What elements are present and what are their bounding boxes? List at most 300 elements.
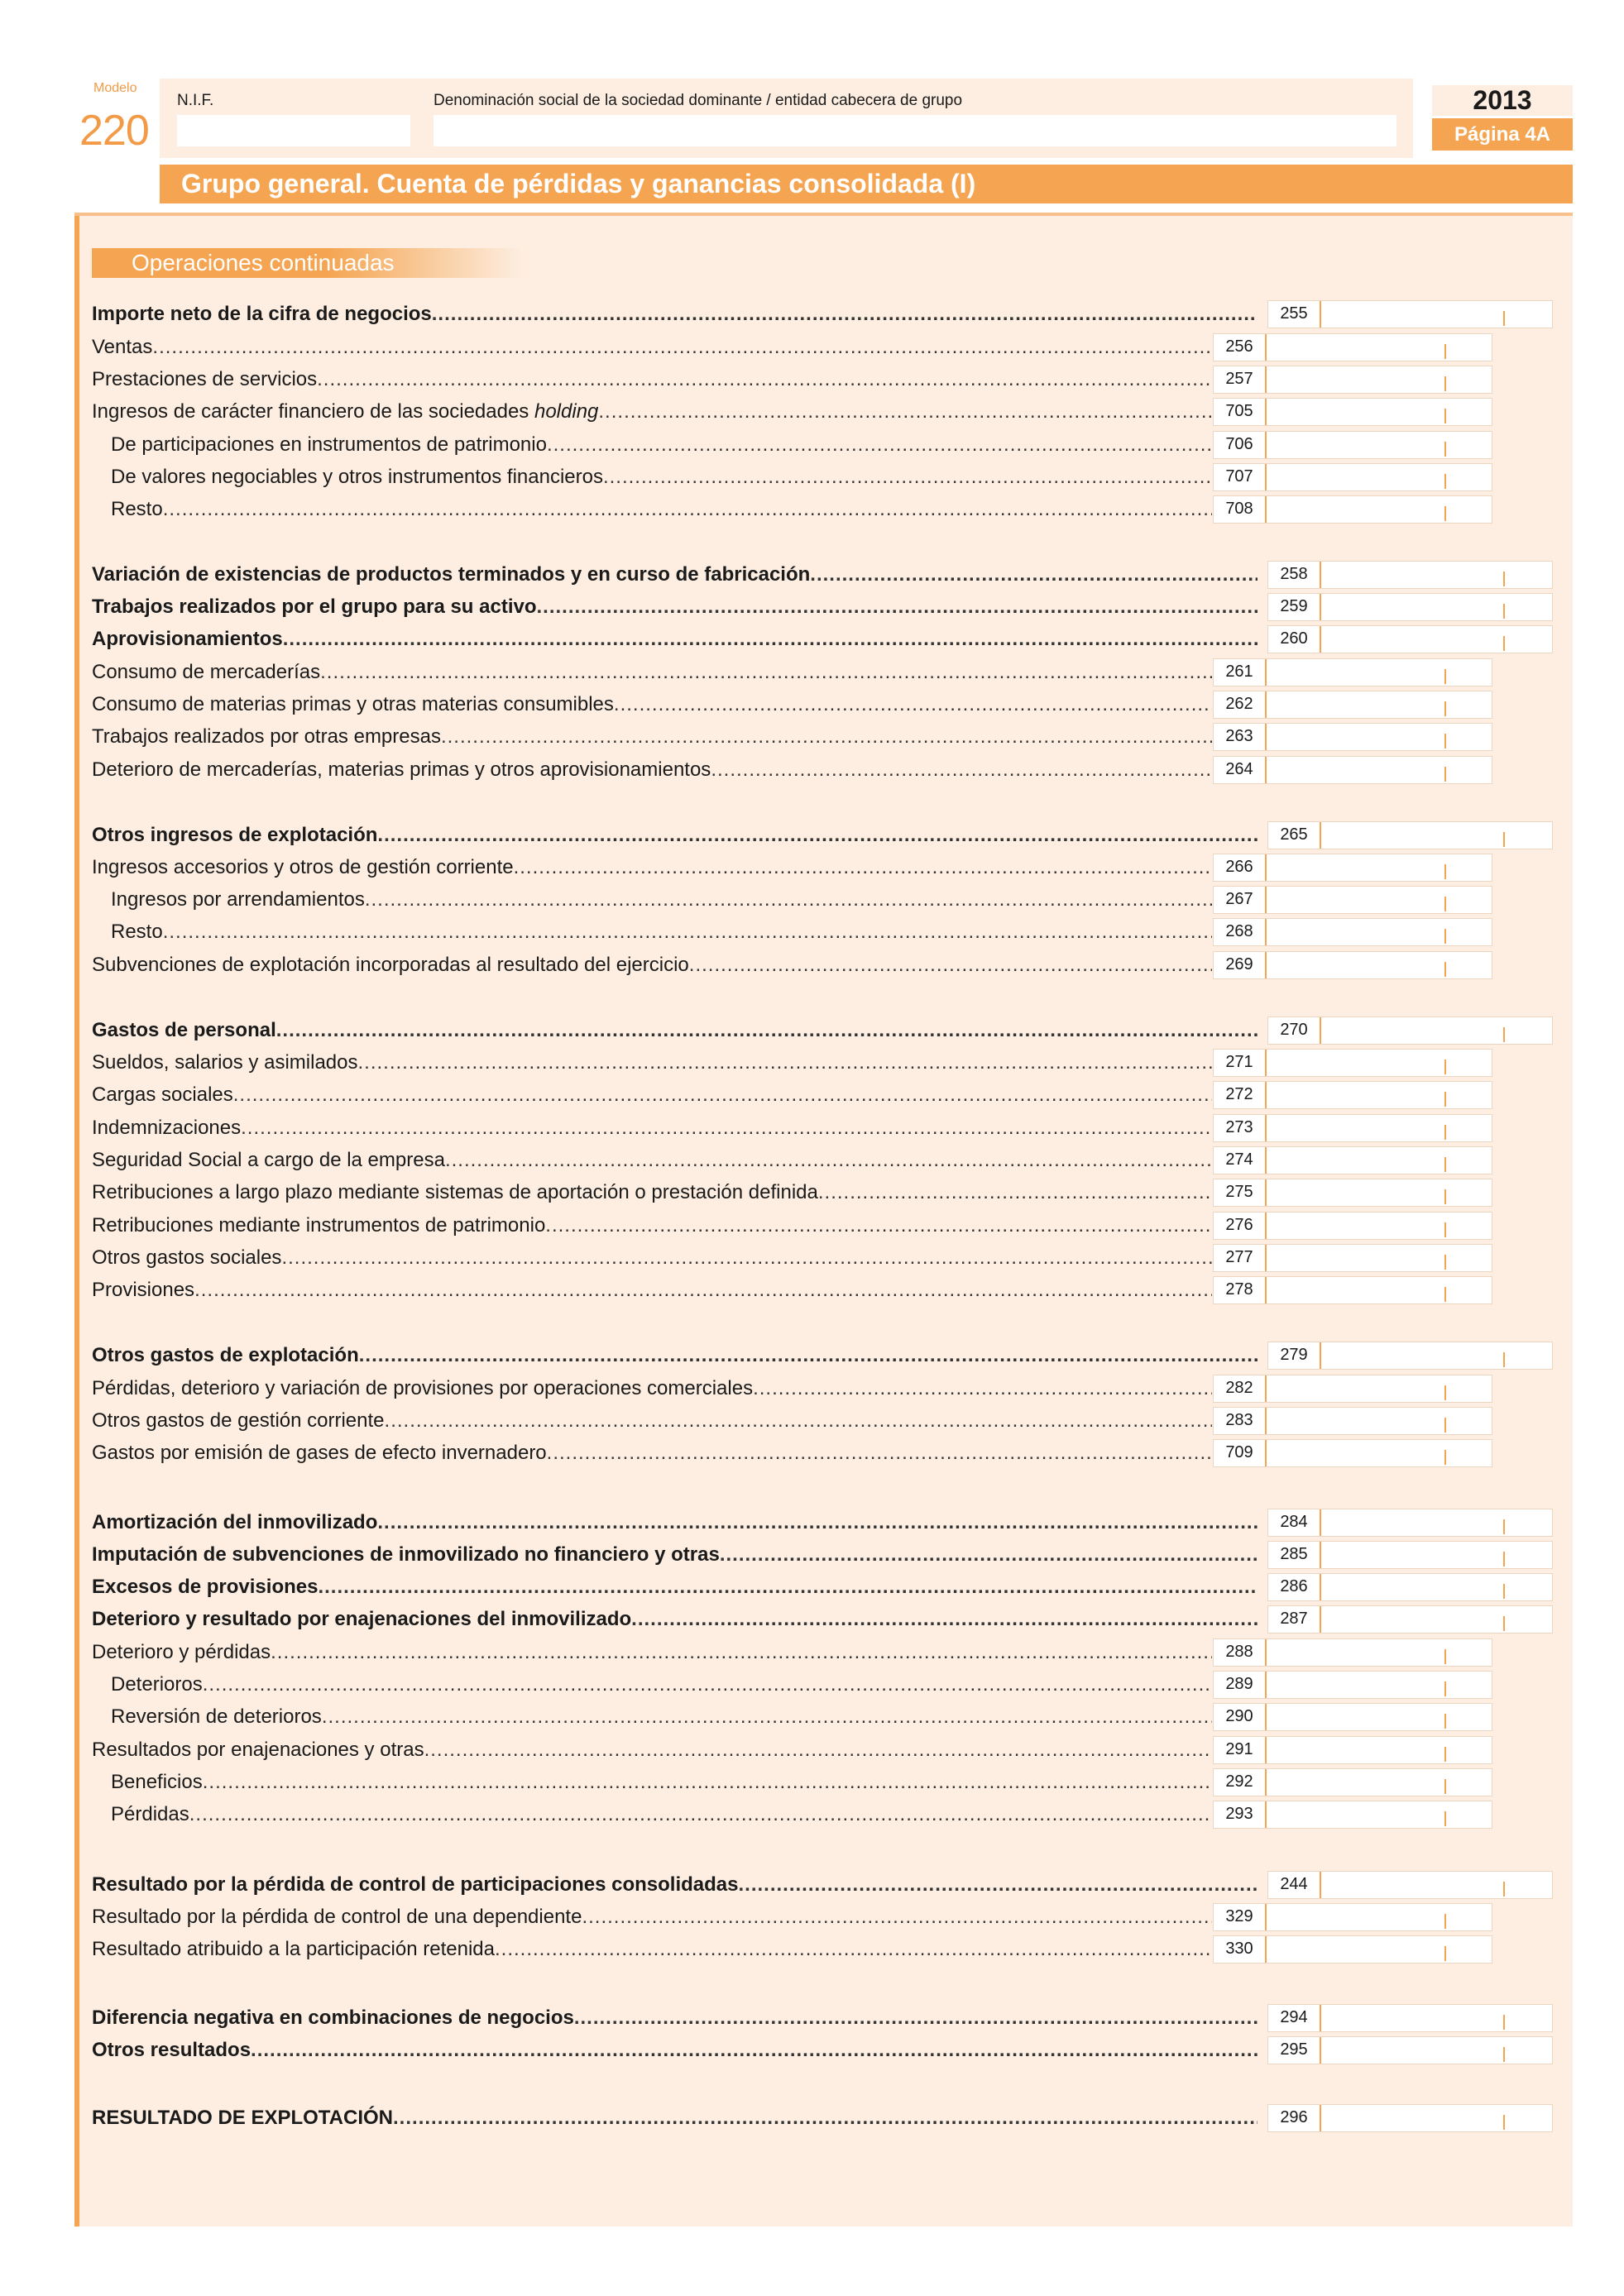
field-code: 257 — [1214, 366, 1267, 393]
field-code: 269 — [1214, 952, 1267, 978]
amount-field-279[interactable] — [1267, 1342, 1553, 1370]
row-label-267 — [111, 886, 1212, 914]
amount-field-292[interactable] — [1213, 1768, 1492, 1796]
row-text: Ingresos de carácter financiero de las sociedades holding — [92, 400, 599, 423]
decimal-separator-mark — [1503, 1352, 1505, 1367]
row-text: Deterioro y resultado por enajenaciones del inmovilizado — [92, 1608, 632, 1630]
decimal-separator-mark — [1444, 669, 1446, 684]
row-text: Otros gastos de explotación — [92, 1344, 359, 1366]
leader-dots — [739, 1871, 1258, 1899]
leader-dots — [281, 1244, 1212, 1272]
amount-field-267[interactable] — [1213, 886, 1492, 914]
row-text: Gastos de personal — [92, 1019, 276, 1041]
decimal-separator-mark — [1503, 604, 1505, 619]
row-label-255 — [92, 300, 1258, 328]
row-label-330 — [92, 1935, 1212, 1964]
decimal-separator-mark — [1444, 1287, 1446, 1302]
field-code: 330 — [1214, 1936, 1267, 1963]
leader-dots — [424, 1736, 1212, 1764]
row-label-278 — [92, 1276, 1212, 1304]
amount-field-244[interactable] — [1267, 1871, 1553, 1899]
decimal-separator-mark — [1444, 1222, 1446, 1237]
row-text: De participaciones en instrumentos de patrimonio — [111, 433, 547, 456]
field-code: 294 — [1268, 2005, 1321, 2031]
row-label-277 — [92, 1244, 1212, 1272]
field-code: 295 — [1268, 2037, 1321, 2064]
row-label-290 — [111, 1703, 1212, 1731]
field-code: 260 — [1268, 626, 1321, 653]
row-text: Reversión de deterioros — [111, 1705, 322, 1728]
leader-dots — [432, 300, 1258, 328]
field-code: 292 — [1214, 1769, 1267, 1796]
field-code: 283 — [1214, 1408, 1267, 1434]
leader-dots — [514, 854, 1212, 882]
modelo-label: Modelo — [93, 81, 137, 95]
field-code: 277 — [1214, 1245, 1267, 1271]
row-label-268 — [111, 918, 1212, 946]
row-text: Otros ingresos de explotación — [92, 824, 378, 846]
row-label-273 — [92, 1114, 1212, 1142]
leader-dots — [194, 1276, 1212, 1304]
row-label-258 — [92, 561, 1258, 589]
decimal-separator-mark — [1444, 474, 1446, 489]
decimal-separator-mark — [1503, 1882, 1505, 1897]
row-text: Retribuciones mediante instrumentos de patrimonio — [92, 1214, 546, 1236]
field-code: 285 — [1268, 1542, 1321, 1568]
decimal-separator-mark — [1503, 1616, 1505, 1631]
row-text: Deterioros — [111, 1673, 203, 1696]
decimal-separator-mark — [1444, 1914, 1446, 1929]
row-text: Prestaciones de servicios — [92, 368, 318, 390]
field-code: 265 — [1268, 822, 1321, 849]
field-code: 256 — [1214, 334, 1267, 361]
field-code: 273 — [1214, 1115, 1267, 1141]
amount-field-296[interactable] — [1267, 2104, 1553, 2132]
decimal-separator-mark — [1444, 506, 1446, 521]
row-label-705 — [92, 398, 1212, 426]
leader-dots — [711, 756, 1212, 784]
leader-dots — [203, 1768, 1212, 1796]
amount-field-277[interactable] — [1213, 1244, 1492, 1272]
decimal-separator-mark — [1444, 734, 1446, 749]
amount-field-262[interactable] — [1213, 691, 1492, 719]
amount-field-285[interactable] — [1267, 1541, 1553, 1569]
nif-label: N.I.F. — [177, 92, 214, 109]
leader-dots — [720, 1541, 1258, 1569]
amount-field-260[interactable] — [1267, 625, 1553, 653]
leader-dots — [818, 1179, 1212, 1207]
row-label-294 — [92, 2004, 1258, 2032]
amount-field-272[interactable] — [1213, 1081, 1492, 1109]
row-text: Otros gastos sociales — [92, 1246, 282, 1269]
amount-field-275[interactable] — [1213, 1179, 1492, 1207]
row-text: Otros resultados — [92, 2039, 252, 2061]
amount-field-706[interactable] — [1213, 431, 1492, 459]
leader-dots — [598, 398, 1212, 426]
leader-dots — [547, 1439, 1212, 1467]
leader-dots — [317, 366, 1212, 394]
field-code: 264 — [1214, 757, 1267, 783]
row-text: Resultado por la pérdida de control de participaciones consolidadas — [92, 1873, 739, 1896]
row-label-329 — [92, 1903, 1212, 1931]
leader-dots — [603, 463, 1212, 491]
row-label-256 — [92, 333, 1212, 361]
leader-dots — [385, 1407, 1212, 1435]
row-label-292 — [111, 1768, 1212, 1796]
field-code: 705 — [1214, 399, 1267, 425]
row-text: Resultados por enajenaciones y otras — [92, 1739, 424, 1761]
field-code: 271 — [1214, 1050, 1267, 1076]
field-code: 296 — [1268, 2105, 1321, 2131]
field-code: 262 — [1214, 691, 1267, 718]
decimal-separator-mark — [1503, 311, 1505, 326]
row-label-296 — [92, 2104, 1258, 2132]
row-label-708 — [111, 495, 1212, 524]
leader-dots — [163, 918, 1212, 946]
row-text: Resultado por la pérdida de control de una dependiente — [92, 1906, 582, 1928]
decimal-separator-mark — [1444, 1747, 1446, 1762]
amount-field-266[interactable] — [1213, 854, 1492, 882]
row-text: Beneficios — [111, 1771, 203, 1793]
field-code: 268 — [1214, 919, 1267, 945]
field-code: 284 — [1268, 1509, 1321, 1536]
field-code: 267 — [1214, 887, 1267, 913]
decimal-separator-mark — [1503, 572, 1505, 586]
decimal-separator-mark — [1444, 1385, 1446, 1400]
amount-field-256[interactable] — [1213, 333, 1492, 361]
amount-field-286[interactable] — [1267, 1573, 1553, 1601]
decimal-separator-mark — [1503, 1519, 1505, 1534]
amount-field-282[interactable] — [1213, 1375, 1492, 1403]
leader-dots — [753, 1375, 1212, 1403]
field-code: 288 — [1214, 1639, 1267, 1666]
row-text: Pérdidas, deterioro y variación de provisiones por operaciones comerciales — [92, 1377, 754, 1399]
decimal-separator-mark — [1444, 1714, 1446, 1729]
amount-field-707[interactable] — [1213, 463, 1492, 491]
decimal-separator-mark — [1444, 701, 1446, 716]
row-label-284 — [92, 1509, 1258, 1537]
decimal-separator-mark — [1444, 864, 1446, 879]
row-label-262 — [92, 691, 1212, 719]
field-code: 329 — [1214, 1904, 1267, 1930]
row-text: Indemnizaciones — [92, 1117, 242, 1139]
amount-field-288[interactable] — [1213, 1638, 1492, 1667]
row-label-291 — [92, 1736, 1212, 1764]
decimal-separator-mark — [1503, 1552, 1505, 1567]
row-label-286 — [92, 1573, 1258, 1601]
leader-dots — [393, 2104, 1258, 2132]
amount-field-283[interactable] — [1213, 1407, 1492, 1435]
row-text: Amortización del inmovilizado — [92, 1511, 378, 1533]
decimal-separator-mark — [1444, 767, 1446, 782]
row-text: Trabajos realizados por otras empresas — [92, 725, 441, 748]
decimal-separator-mark — [1503, 2047, 1505, 2062]
leader-dots — [271, 1638, 1212, 1667]
decimal-separator-mark — [1503, 1027, 1505, 1042]
row-label-707 — [111, 463, 1212, 491]
field-code: 261 — [1214, 659, 1267, 686]
row-text: Diferencia negativa en combinaciones de negocios — [92, 2007, 574, 2029]
row-text: Importe neto de la cifra de negocios — [92, 303, 432, 325]
row-label-244 — [92, 1871, 1258, 1899]
row-label-263 — [92, 723, 1212, 751]
row-label-279 — [92, 1342, 1258, 1370]
leader-dots — [357, 1049, 1212, 1077]
panel-top-divider — [74, 213, 1573, 216]
amount-field-255[interactable] — [1267, 300, 1553, 328]
row-label-282 — [92, 1375, 1212, 1403]
row-label-272 — [92, 1081, 1212, 1109]
decimal-separator-mark — [1444, 1092, 1446, 1107]
leader-dots — [163, 495, 1212, 524]
field-code: 291 — [1214, 1737, 1267, 1763]
decimal-separator-mark — [1444, 1811, 1446, 1826]
row-text: Otros gastos de gestión corriente — [92, 1409, 385, 1432]
leader-dots — [189, 1801, 1212, 1829]
decimal-separator-mark — [1444, 409, 1446, 423]
amount-field-274[interactable] — [1213, 1146, 1492, 1174]
field-code: 263 — [1214, 724, 1267, 750]
row-text: Excesos de provisiones — [92, 1576, 319, 1598]
amount-field-261[interactable] — [1213, 658, 1492, 686]
field-code: 272 — [1214, 1082, 1267, 1108]
row-label-283 — [92, 1407, 1212, 1435]
amount-field-295[interactable] — [1267, 2036, 1553, 2064]
leader-dots — [203, 1671, 1212, 1699]
decimal-separator-mark — [1444, 376, 1446, 391]
row-label-270 — [92, 1016, 1258, 1045]
row-text: Subvenciones de explotación incorporadas al resultado del ejercicio — [92, 954, 689, 976]
amount-field-258[interactable] — [1267, 561, 1553, 589]
amount-field-709[interactable] — [1213, 1439, 1492, 1467]
row-label-271 — [92, 1049, 1212, 1077]
row-text: Consumo de materias primas y otras materias consumibles — [92, 693, 614, 715]
row-text: Gastos por emisión de gases de efecto invernadero — [92, 1442, 547, 1464]
field-code: 279 — [1268, 1342, 1321, 1369]
page-badge: Página 4A — [1432, 118, 1573, 151]
field-code: 282 — [1214, 1375, 1267, 1402]
row-text: Deterioro de mercaderías, materias primas y otros aprovisionamientos — [92, 758, 711, 781]
row-text: Provisiones — [92, 1279, 195, 1301]
row-label-275 — [92, 1179, 1212, 1207]
field-code: 708 — [1214, 496, 1267, 523]
nif-field[interactable] — [177, 115, 410, 146]
field-code: 289 — [1214, 1672, 1267, 1698]
row-label-288 — [92, 1638, 1212, 1667]
decimal-separator-mark — [1444, 1125, 1446, 1140]
row-text: Sueldos, salarios y asimilados — [92, 1051, 358, 1074]
leader-dots — [318, 1573, 1258, 1601]
leader-dots — [614, 691, 1212, 719]
row-label-289 — [111, 1671, 1212, 1699]
decimal-separator-mark — [1444, 1681, 1446, 1696]
field-code: 709 — [1214, 1440, 1267, 1466]
field-code: 274 — [1214, 1147, 1267, 1174]
row-text: Seguridad Social a cargo de la empresa — [92, 1149, 445, 1171]
leader-dots — [283, 625, 1258, 653]
amount-field-273[interactable] — [1213, 1114, 1492, 1142]
row-label-285 — [92, 1541, 1258, 1569]
amount-field-290[interactable] — [1213, 1703, 1492, 1731]
row-label-257 — [92, 366, 1212, 394]
row-label-287 — [92, 1605, 1258, 1634]
row-text: Pérdidas — [111, 1803, 189, 1825]
leader-dots — [251, 2036, 1258, 2064]
row-text: Aprovisionamientos — [92, 628, 283, 650]
decimal-separator-mark — [1444, 1157, 1446, 1172]
row-text: Deterioro y pérdidas — [92, 1641, 271, 1663]
row-text: Resto — [111, 921, 163, 943]
italic-term: holding — [534, 400, 599, 423]
decimal-separator-mark — [1503, 2115, 1505, 2130]
amount-field-708[interactable] — [1213, 495, 1492, 524]
field-code: 276 — [1214, 1213, 1267, 1239]
amount-field-705[interactable] — [1213, 398, 1492, 426]
leader-dots — [377, 821, 1258, 849]
leader-dots — [441, 723, 1212, 751]
leader-dots — [241, 1114, 1212, 1142]
section-heading: Operaciones continuadas — [92, 248, 522, 278]
field-code: 293 — [1214, 1801, 1267, 1828]
field-code: 290 — [1214, 1704, 1267, 1730]
decimal-separator-mark — [1444, 929, 1446, 944]
leader-dots — [233, 1081, 1212, 1109]
field-code: 258 — [1268, 562, 1321, 588]
modelo-number: 220 — [79, 107, 149, 155]
row-label-264 — [92, 756, 1212, 784]
decimal-separator-mark — [1444, 1060, 1446, 1074]
decimal-separator-mark — [1503, 2015, 1505, 2030]
denominacion-field[interactable] — [434, 115, 1396, 146]
amount-field-330[interactable] — [1213, 1935, 1492, 1964]
row-text: Cargas sociales — [92, 1083, 233, 1106]
row-text: De valores negociables y otros instrumentos financieros — [111, 466, 603, 488]
field-code: 259 — [1268, 594, 1321, 620]
amount-field-276[interactable] — [1213, 1212, 1492, 1240]
amount-field-293[interactable] — [1213, 1801, 1492, 1829]
decimal-separator-mark — [1444, 1255, 1446, 1270]
decimal-separator-mark — [1503, 1584, 1505, 1599]
denominacion-label: Denominación social de la sociedad dominante / entidad cabecera de grupo — [434, 92, 963, 109]
decimal-separator-mark — [1444, 1189, 1446, 1204]
decimal-separator-mark — [1444, 1779, 1446, 1794]
decimal-separator-mark — [1444, 1946, 1446, 1961]
decimal-separator-mark — [1503, 832, 1505, 847]
field-code: 278 — [1214, 1277, 1267, 1303]
leader-dots — [545, 1212, 1212, 1240]
amount-field-291[interactable] — [1213, 1736, 1492, 1764]
decimal-separator-mark — [1444, 1418, 1446, 1433]
field-code: 275 — [1214, 1179, 1267, 1206]
row-text: Variación de existencias de productos terminados y en curso de fabricación — [92, 563, 811, 586]
amount-field-329[interactable] — [1213, 1903, 1492, 1931]
field-code: 286 — [1268, 1574, 1321, 1600]
leader-dots — [359, 1342, 1258, 1370]
amount-field-259[interactable] — [1267, 593, 1553, 621]
amount-field-271[interactable] — [1213, 1049, 1492, 1077]
leader-dots — [377, 1509, 1258, 1537]
row-text: Resto — [111, 498, 163, 520]
decimal-separator-mark — [1444, 897, 1446, 911]
leader-dots — [689, 951, 1212, 979]
decimal-separator-mark — [1444, 344, 1446, 359]
amount-field-263[interactable] — [1213, 723, 1492, 751]
leader-dots — [574, 2004, 1258, 2032]
row-label-261 — [92, 658, 1212, 686]
row-label-276 — [92, 1212, 1212, 1240]
field-code: 707 — [1214, 464, 1267, 490]
row-text: Ingresos por arrendamientos — [111, 888, 365, 911]
field-code: 255 — [1268, 301, 1321, 328]
row-label-293 — [111, 1801, 1212, 1829]
row-label-259 — [92, 593, 1258, 621]
field-code: 287 — [1268, 1606, 1321, 1633]
leader-dots — [631, 1605, 1258, 1634]
amount-field-257[interactable] — [1213, 366, 1492, 394]
field-code: 270 — [1268, 1017, 1321, 1044]
leader-dots — [320, 658, 1212, 686]
amount-field-269[interactable] — [1213, 951, 1492, 979]
row-label-709 — [92, 1439, 1212, 1467]
amount-field-294[interactable] — [1267, 2004, 1553, 2032]
field-code: 244 — [1268, 1872, 1321, 1898]
amount-field-264[interactable] — [1213, 756, 1492, 784]
row-text: Consumo de mercaderías — [92, 661, 321, 683]
decimal-separator-mark — [1444, 962, 1446, 977]
row-text: Trabajos realizados por el grupo para su activo — [92, 596, 537, 618]
amount-field-265[interactable] — [1267, 821, 1553, 849]
amount-field-270[interactable] — [1267, 1016, 1553, 1045]
row-label-266 — [92, 854, 1212, 882]
page-title: Grupo general. Cuenta de pérdidas y ganancias consolidada (I) — [160, 165, 1573, 203]
leader-dots — [537, 593, 1258, 621]
row-text: Retribuciones a largo plazo mediante sistemas de aportación o prestación definida — [92, 1181, 818, 1203]
row-label-274 — [92, 1146, 1212, 1174]
field-code: 706 — [1214, 432, 1267, 458]
amount-field-287[interactable] — [1267, 1605, 1553, 1634]
field-code: 266 — [1214, 854, 1267, 881]
leader-dots — [582, 1903, 1212, 1931]
row-label-706 — [111, 431, 1212, 459]
leader-dots — [365, 886, 1212, 914]
amount-field-278[interactable] — [1213, 1276, 1492, 1304]
row-text: Ventas — [92, 336, 153, 358]
decimal-separator-mark — [1444, 1450, 1446, 1465]
leader-dots — [322, 1703, 1212, 1731]
row-label-265 — [92, 821, 1258, 849]
leader-dots — [547, 431, 1212, 459]
decimal-separator-mark — [1503, 636, 1505, 651]
row-text: RESULTADO DE EXPLOTACIÓN — [92, 2107, 394, 2129]
row-label-260 — [92, 625, 1258, 653]
leader-dots — [810, 561, 1258, 589]
row-text: Resultado atribuido a la participación retenida — [92, 1938, 495, 1960]
row-label-295 — [92, 2036, 1258, 2064]
decimal-separator-mark — [1444, 1649, 1446, 1664]
leader-dots — [445, 1146, 1212, 1174]
amount-field-268[interactable] — [1213, 918, 1492, 946]
year-badge: 2013 — [1432, 85, 1573, 116]
decimal-separator-mark — [1444, 442, 1446, 457]
leader-dots — [152, 333, 1212, 361]
leader-dots — [276, 1016, 1258, 1045]
amount-field-289[interactable] — [1213, 1671, 1492, 1699]
row-text: Ingresos accesorios y otros de gestión corriente — [92, 856, 514, 878]
row-text: Imputación de subvenciones de inmovilizado no financiero y otras — [92, 1543, 720, 1566]
amount-field-284[interactable] — [1267, 1509, 1553, 1537]
row-label-269 — [92, 951, 1212, 979]
leader-dots — [495, 1935, 1212, 1964]
